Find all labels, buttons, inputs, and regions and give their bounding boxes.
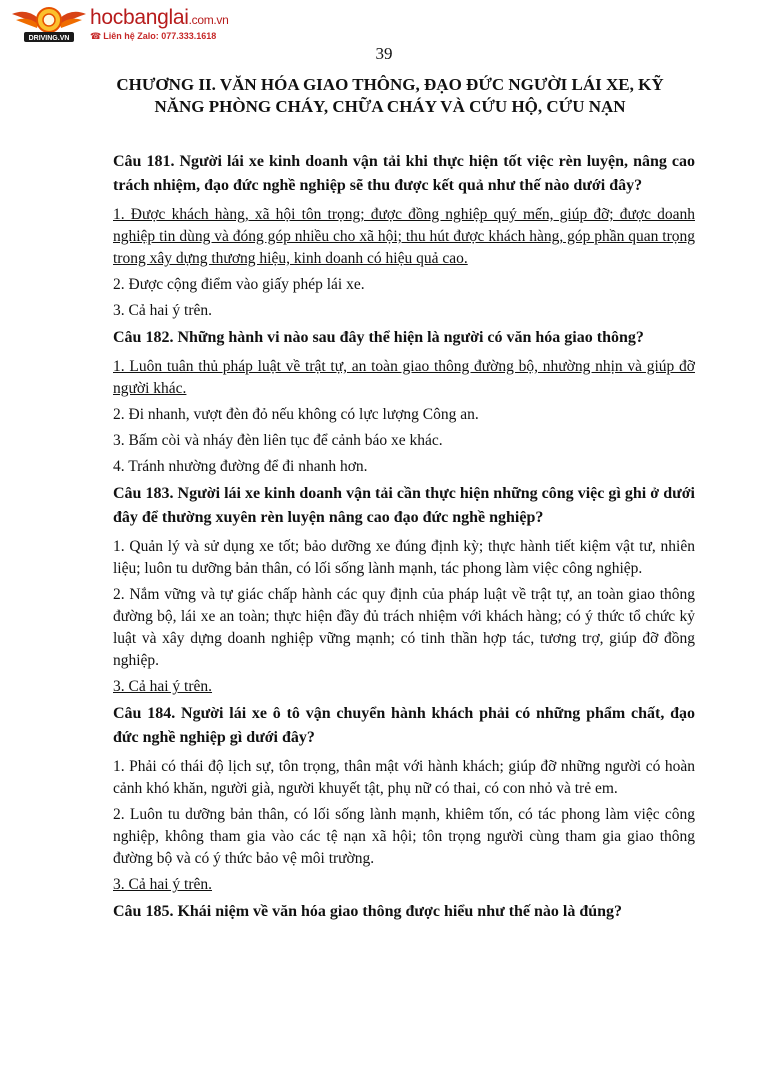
answer-option: 2. Luôn tu dưỡng bản thân, có lối sống lành mạnh, khiêm tốn, có tác phong làm việc công nghiệp, không tham gia vào các tệ nạn xã hội; tôn trọng người cùng tham gia giao thông đường bộ và có ý thức bảo vệ môi trường.	[113, 806, 695, 867]
contact-text: Liên hệ Zalo: 077.333.1618	[103, 31, 217, 41]
contact-info	[90, 31, 216, 42]
answer-option: 1. Phải có thái độ lịch sự, tôn trọng, thân mật với hành khách; giúp đỡ những người có hoàn cảnh khó khăn, người già, người khuyết tật, phụ nữ có thai, có con nhỏ và trẻ em.	[113, 758, 695, 797]
question-184	[113, 702, 695, 896]
answer-correct: 1. Được khách hàng, xã hội tôn trọng; được đồng nghiệp quý mến, giúp đỡ; được doanh nghiệp tin dùng và đóng góp nhiều cho xã hội; thu hút được khách hàng, góp phần quan trọng trong xây dựng thương hiệu, kinh doanh có hiệu quả cao.	[113, 206, 695, 267]
question-text: Câu 185. Khái niệm về văn hóa giao thông được hiểu như thế nào là đúng?	[113, 903, 623, 920]
answer-option: 2. Được cộng điểm vào giấy phép lái xe.	[113, 276, 365, 293]
question-185	[113, 900, 695, 924]
question-text: Câu 181. Người lái xe kinh doanh vận tải khi thực hiện tốt việc rèn luyện, nâng cao trách nhiệm, đạo đức nghề nghiệp sẽ thu được kết quả như thế nào dưới đây?	[113, 153, 695, 194]
answer-correct: 1. Luôn tuân thủ pháp luật về trật tự, an toàn giao thông đường bộ, nhường nhịn và giúp đỡ người khác.	[113, 358, 695, 397]
answer-correct: 3. Cả hai ý trên.	[113, 678, 213, 695]
logo-badge-text: DRIVING.VN	[28, 35, 70, 42]
chapter-title: CHƯƠNG II. VĂN HÓA GIAO THÔNG, ĐẠO ĐỨC NGƯỜI LÁI XE, KỸ NĂNG PHÒNG CHÁY, CHỮA CHÁY VÀ CỨU HỘ, CỨU NẠN	[116, 75, 664, 116]
brand-main: hocbanglai	[90, 6, 189, 29]
answer-option: 3. Bấm còi và nháy đèn liên tục để cảnh báo xe khác.	[113, 432, 443, 449]
steering-wheel-wings-icon	[10, 4, 88, 44]
question-text: Câu 184. Người lái xe ô tô vận chuyển hành khách phải có những phẩm chất, đạo đức nghề nghiệp gì dưới đây?	[113, 705, 695, 746]
question-list	[113, 150, 695, 930]
question-181	[113, 150, 695, 322]
answer-option: 2. Nắm vững và tự giác chấp hành các quy định của pháp luật về trật tự, an toàn giao thông đường bộ, lái xe an toàn; thực hiện đầy đủ trách nhiệm với khách hàng; có ý thức tổ chức kỷ luật và xây dựng doanh nghiệp vững mạnh; có tinh thần hợp tác, tương trợ, giúp đỡ đồng nghiệp.	[113, 586, 695, 669]
answer-correct: 3. Cả hai ý trên.	[113, 876, 213, 893]
brand-name	[90, 6, 229, 30]
answer-option: 2. Đi nhanh, vượt đèn đỏ nếu không có lực lượng Công an.	[113, 406, 479, 423]
answer-option: 4. Tránh nhường đường để đi nhanh hơn.	[113, 458, 368, 475]
question-182	[113, 326, 695, 478]
answer-option: 3. Cả hai ý trên.	[113, 302, 213, 319]
phone-icon: ☎	[90, 31, 102, 41]
answer-option: 1. Quản lý và sử dụng xe tốt; bảo dưỡng xe đúng định kỳ; thực hành tiết kiệm vật tư, nhiên liệu; luôn tu dưỡng bản thân, có lối sống lành mạnh, tác phong làm việc công nghiệp.	[113, 538, 695, 577]
page-number: 39	[375, 44, 393, 63]
site-logo[interactable]	[10, 4, 260, 46]
question-text: Câu 182. Những hành vi nào sau đây thể hiện là người có văn hóa giao thông?	[113, 329, 644, 346]
question-text: Câu 183. Người lái xe kinh doanh vận tải cần thực hiện những công việc gì ghi ở dưới đây để thường xuyên rèn luyện nâng cao đạo đức nghề nghiệp?	[113, 485, 695, 526]
question-183	[113, 482, 695, 698]
brand-tld: .com.vn	[188, 13, 229, 27]
